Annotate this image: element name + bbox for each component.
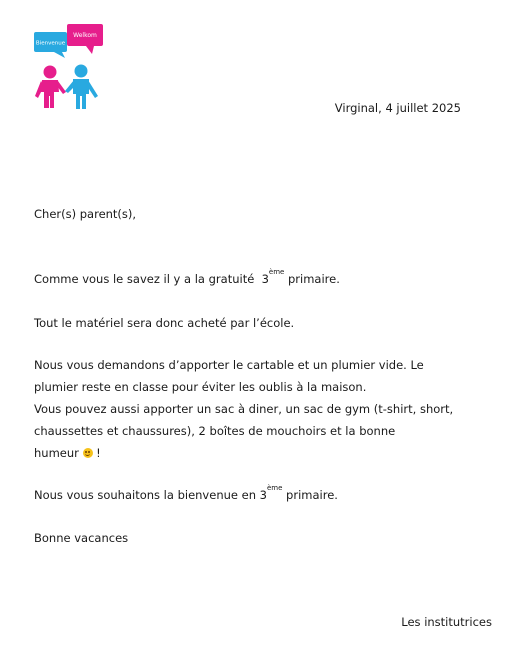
bubble-left-text: Bienvenue <box>35 40 66 47</box>
paragraph-materiel: Tout le matériel sera donc acheté par l’école. <box>34 316 295 330</box>
closing: Bonne vacances <box>34 531 129 545</box>
pink-child-icon <box>35 66 66 109</box>
paragraph-gratuite: Comme vous le savez il y a la gratuité 3ème primaire. <box>34 268 340 286</box>
bubble-bienvenue <box>34 32 67 58</box>
cyan-child-icon <box>65 65 98 110</box>
letter-date: Virginal, 4 juillet 2025 <box>334 101 461 115</box>
bubble-welkom <box>67 24 103 54</box>
welcome-logo <box>32 22 108 112</box>
signature: Les institutrices <box>401 615 492 629</box>
paragraph-bienvenue: Nous vous souhaitons la bienvenue en 3ème primaire. <box>34 484 338 502</box>
bubble-right-text: Welkom <box>73 32 97 39</box>
greeting: Cher(s) parent(s), <box>34 207 137 221</box>
paragraph-apporter: Nous vous demandons d’apporter le cartable et un plumier vide. Le plumier reste en classe pour éviter les oublis à la maison. Vous pouvez aussi apporter un sac à diner, un sac de gym (t-shirt, short, chaussettes et chaussures), 2 boîtes de mouchoirs et la bonne humeur ! <box>34 358 454 460</box>
smiley-icon <box>83 448 93 458</box>
